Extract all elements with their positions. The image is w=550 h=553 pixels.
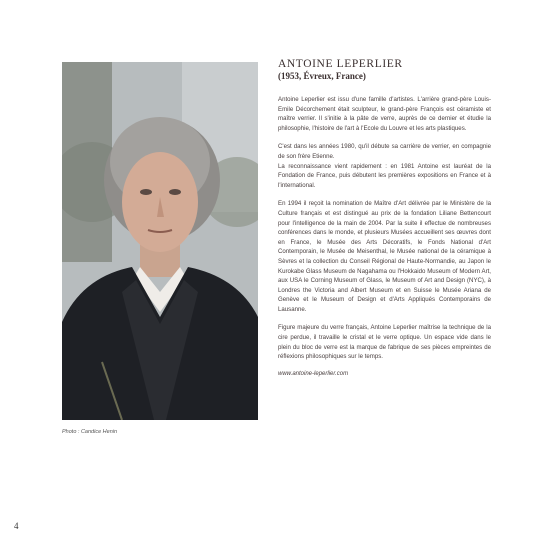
bio-paragraph-3: En 1994 il reçoit la nomination de Maître d'Art délivrée par le Ministère de la Culture français et est distingué au prix de la fondation Liliane Bettencourt pour l'intelligence de la main de 2004. Par la suite il effectue de nombreuses conférences dans le monde, et plusieurs Musées accueillent ses œuvres dont en France, le Musée des Arts Décoratifs, le Fonds National d'Art Contemporain, le Musée de Meisenthal, le Musée national de la céramique à Sèvres et la collection du Conseil Régional de Haute-Normandie, au Japon le Kurokabe Glass Museum de Nagahama ou l'Hokkaido Museum of Modern Art, aux USA le Corning Museum of Glass, le Museum of Art and Design (NYC), à Londres the Victoria and Albert Museum et en Suisse le Musée Ariana de Genève et le Museum of Design et d'Arts Appliqués Contemporains de Lausanne. <box>278 200 491 313</box>
bio-paragraph-4: Figure majeure du verre français, Antoine Leperlier maîtrise la technique de la cire perdue, il travaille le cristal et le verre optique. Un espace vide dans le plein du bloc de verre est la marque de fabrique de ses pièces empreintes de réflexions philosophiques sur le temps. <box>278 324 491 361</box>
portrait-illustration <box>62 62 258 420</box>
biography-column <box>278 58 491 377</box>
website-link[interactable]: www.antoine-leperlier.com <box>278 370 349 377</box>
artist-name: ANTOINE LEPERLIER <box>278 58 403 70</box>
artist-portrait-photo <box>62 62 258 420</box>
bio-paragraph-2: C'est dans les années 1980, qu'il débute sa carrière de verrier, en compagnie de son frère Etienne. La reconnaissance vient rapidement : en 1981 Antoine est lauréat de la Fondation de France, puis débutent les premières expositions en France et à l'international. <box>278 143 491 189</box>
photo-credit: Photo : Candice Henin <box>62 429 118 435</box>
page-number: 4 <box>14 521 19 531</box>
artist-birth-info: (1953, Évreux, France) <box>278 71 366 81</box>
bio-paragraph-1: Antoine Leperlier est issu d'une famille d'artistes. L'arrière grand-père Louis-Emile Décorchement était sculpteur, le grand-père François est céramiste et maître verrier. Il s'initie à la pâte de verre, auprès de ce dernier et étudie la philosophie, l'histoire de l'art à l'Ecole du Louvre et les arts plastiques. <box>278 96 491 132</box>
